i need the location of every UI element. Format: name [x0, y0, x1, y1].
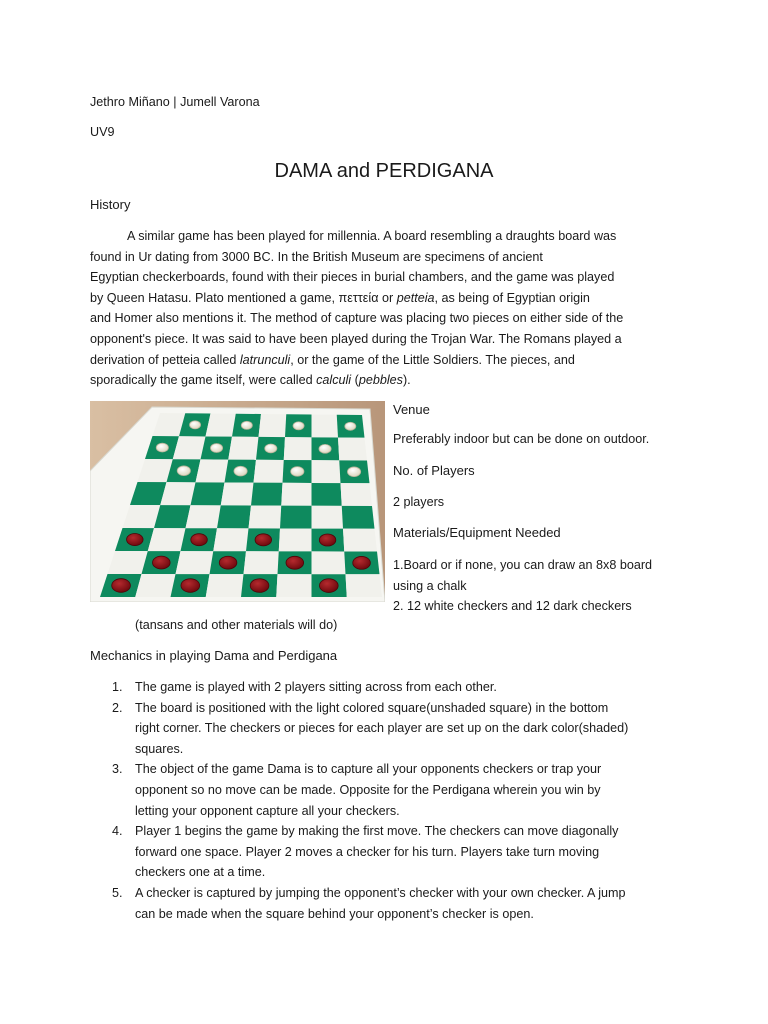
history-line: and Homer also mentions it. The method of capture was placing two pieces on either side of the: [90, 311, 624, 326]
white-checker: [234, 466, 247, 476]
white-checker: [241, 421, 252, 429]
board-square: [206, 574, 244, 597]
materials-note: (tansans and other materials will do): [135, 618, 338, 632]
board-square: [148, 528, 186, 551]
board-square: [281, 483, 311, 506]
document-title: DAMA and PERDIGANA: [274, 160, 494, 182]
italic-term: latrunculi: [239, 352, 291, 367]
dark-checker: [286, 556, 304, 569]
course-code: UV9: [90, 125, 115, 139]
list-item: 3. The object of the game Dama is to capture all your opponents checkers or trap your opponent so no move can be made. Opposite for the Perdigana wherein you win by letting your opponent capture all your checkers.: [112, 762, 602, 818]
board-square: [346, 574, 383, 597]
dark-checker: [353, 556, 371, 569]
materials-heading: Materials/Equipment Needed: [393, 525, 561, 540]
board-square: [280, 506, 312, 529]
board-square: [341, 483, 373, 506]
board-square: [221, 482, 254, 505]
history-line: Egyptian checkerboards, found with their pieces in burial chambers, and the game was played: [90, 270, 615, 285]
materials-line: 2. 12 white checkers and 12 dark checkers: [393, 599, 632, 613]
dark-checker: [153, 556, 171, 569]
board-square: [338, 438, 367, 461]
white-checker: [210, 444, 222, 453]
board-square: [213, 528, 248, 551]
board-square: [228, 437, 258, 460]
board-square: [279, 528, 312, 551]
players-text: 2 players: [393, 495, 445, 509]
white-checker: [265, 444, 277, 453]
history-line: found in Ur dating from 3000 BC. In the British Museum are specimens of ancient: [90, 249, 543, 264]
materials-list: [393, 555, 693, 617]
white-checker: [190, 421, 201, 429]
white-checker: [156, 443, 168, 452]
dark-checker: [250, 579, 269, 593]
white-checker: [293, 422, 304, 430]
dark-checker: [112, 579, 131, 593]
board-square: [217, 505, 251, 528]
board-square: [196, 459, 229, 482]
mechanics-heading: Mechanics in playing Dama and Perdigana: [90, 648, 338, 663]
history-line: by Queen Hatasu. Plato mentioned a game, πεττεία or petteia, as being of Egyptian origin: [90, 290, 590, 305]
mechanics-list: [90, 677, 690, 924]
board-square: [244, 551, 279, 574]
history-line: A similar game has been played for millennia. A board resembling a draughts board was: [127, 229, 617, 243]
greek-term: πεττεία: [338, 290, 379, 305]
board-square: [276, 574, 311, 597]
board-square: [342, 506, 375, 529]
dark-checker: [181, 579, 200, 593]
venue-heading: Venue: [393, 402, 430, 417]
history-paragraph: [90, 226, 680, 391]
venue-text: Preferably indoor but can be done on outdoor.: [393, 432, 650, 446]
history-line: sporadically the game itself, were called calculi (pebbles).: [90, 373, 411, 388]
white-checker: [177, 466, 190, 476]
board-square: [254, 460, 284, 483]
list-item: 4. Player 1 begins the game by making the first move. The checkers can move diagonally forward one space. Player 2 moves a checker for his turn. Players take turn moving checkers one at a time.: [112, 824, 619, 880]
history-line: opponent's piece. It was said to have been played during the Trojan War. The Romans played a: [90, 331, 622, 346]
list-item: 5. A checker is captured by jumping the opponent’s checker with your own checker. A jump can be made when the square behind your opponent’s checker is open.: [112, 885, 626, 921]
board-square: [186, 505, 221, 528]
dark-checker: [127, 534, 144, 546]
history-heading: History: [90, 197, 131, 212]
players-heading: No. of Players: [393, 463, 475, 478]
white-checker: [347, 467, 360, 477]
board-square: [206, 414, 236, 437]
board-square: [251, 483, 283, 506]
board-square: [191, 482, 225, 505]
italic-term: calculi: [316, 373, 352, 388]
history-line: derivation of petteia called latrunculi, or the game of the Little Soldiers. The pieces, and: [90, 352, 575, 367]
italic-term: petteia: [396, 290, 435, 305]
board-square: [312, 483, 342, 506]
white-checker: [319, 444, 331, 453]
board-square: [135, 574, 175, 597]
dark-checker: [191, 534, 208, 546]
materials-line: using a chalk: [393, 578, 467, 593]
board-square: [249, 506, 282, 529]
board-square: [154, 505, 191, 528]
white-checker: [291, 467, 304, 477]
board-square: [284, 437, 312, 460]
board-square: [312, 551, 346, 574]
board-square: [343, 529, 377, 552]
materials-line: 1.Board or if none, you can draw an 8x8 board: [393, 558, 653, 572]
list-item: 1. The game is played with 2 players sitting across from each other.: [112, 680, 497, 694]
dark-checker: [255, 534, 272, 546]
white-checker: [345, 422, 356, 430]
board-square: [312, 506, 344, 529]
board-square: [259, 414, 287, 437]
dark-checker: [319, 579, 338, 593]
board-square: [176, 551, 214, 574]
board-square: [312, 460, 341, 483]
dark-checker: [219, 556, 237, 569]
list-item: 2. The board is positioned with the light colored square(unshaded square) in the bottom right corner. The checkers or pieces for each player are set up on the dark color(shaded) squares.: [112, 700, 629, 756]
checkerboard-photo: [90, 401, 385, 602]
board-square: [312, 415, 339, 438]
author-names: Jethro Miñano | Jumell Varona: [90, 95, 260, 109]
dark-checker: [319, 534, 336, 546]
italic-term: pebbles: [358, 373, 403, 388]
